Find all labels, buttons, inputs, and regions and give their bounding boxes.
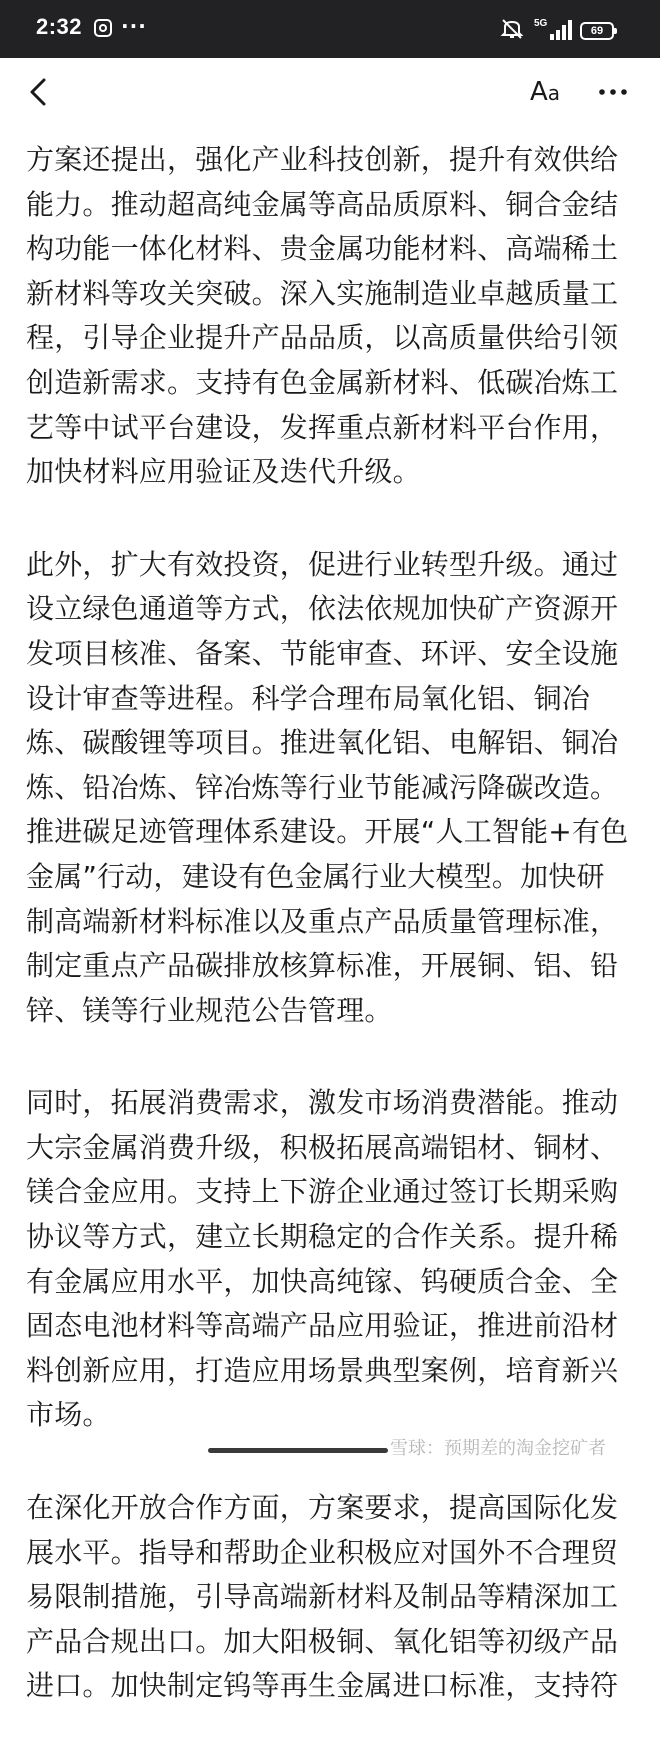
text-line: 大宗金属消费升级，积极拓展高端铝材、铜材、 xyxy=(26,1130,619,1164)
text-line: 方案还提出，强化产业科技创新，提升有效供给 xyxy=(26,143,619,176)
text-line: 此外，扩大有效投资，促进行业转型升级。通过 xyxy=(26,547,619,581)
text-line: 设立绿色通道等方式，依法依规加快矿产资源开 xyxy=(26,592,619,626)
status-time: 2:32 xyxy=(36,14,83,39)
text-line: 制高端新材料标准以及重点产品质量管理标准， xyxy=(26,904,619,938)
font-size-label-small: a xyxy=(547,81,561,105)
font-size-button[interactable] xyxy=(530,72,560,112)
watermark-text: 雪球：预期差的淘金挖矿者 xyxy=(390,1438,606,1459)
text-line: 制定重点产品碳排放核算标准，开展铜、铝、铅 xyxy=(26,949,619,983)
text-line: 加快材料应用验证及迭代升级。 xyxy=(26,455,421,489)
text-line: 创造新需求。支持有色金属新材料、低碳冶炼工 xyxy=(26,365,619,399)
text-line: 炼、铅冶炼、锌冶炼等行业节能减污降碳改造。 xyxy=(26,770,619,804)
article-body xyxy=(26,138,640,1757)
text-line: 新材料等攻关突破。深入实施制造业卓越质量工 xyxy=(26,276,619,310)
battery-icon: 69 xyxy=(580,22,614,40)
text-line: 有金属应用水平，加快高纯镓、钨硬质合金、全 xyxy=(26,1264,619,1298)
text-line: 构功能一体化材料、贵金属功能材料、高端稀土 xyxy=(26,232,619,266)
text-line: 炼、碳酸锂等项目。推进氧化铝、电解铝、铜冶 xyxy=(26,726,619,760)
app-notification-icon xyxy=(94,19,112,37)
text-line: 发项目核准、备案、节能审查、环评、安全设施 xyxy=(26,636,619,670)
more-options-button[interactable] xyxy=(592,72,634,112)
text-line: 易限制措施，引导高端新材料及制品等精深加工 xyxy=(26,1580,619,1614)
status-more-icon: ··· xyxy=(121,14,147,38)
article-paragraph xyxy=(26,1486,640,1709)
text-line: 产品合规出口。加大阳极铜、氧化铝等初级产品 xyxy=(26,1624,619,1658)
text-line: 镁合金应用。支持上下游企业通过签订长期采购 xyxy=(26,1175,619,1209)
back-button[interactable] xyxy=(22,72,56,112)
article-paragraph xyxy=(26,1081,640,1438)
text-line: 进口。加快制定钨等再生金属进口标准，支持符 xyxy=(26,1669,619,1703)
text-line: 固态电池材料等高端产品应用验证，推进前沿材 xyxy=(26,1309,619,1343)
text-line: 同时，拓展消费需求，激发市场消费潜能。推动 xyxy=(26,1086,619,1120)
home-indicator[interactable] xyxy=(208,1448,388,1453)
text-line: 料创新应用，打造应用场景典型案例，培育新兴 xyxy=(26,1353,619,1387)
status-bar xyxy=(0,0,660,58)
text-line: 在深化开放合作方面，方案要求，提高国际化发 xyxy=(26,1491,619,1525)
text-line: 市场。 xyxy=(26,1398,111,1432)
text-line: 推进碳足迹管理体系建设。开展“人工智能+有色 xyxy=(26,815,629,849)
font-size-label-big: A xyxy=(530,77,548,107)
text-line: 协议等方式，建立长期稳定的合作关系。提升稀 xyxy=(26,1220,619,1254)
mute-icon xyxy=(500,18,524,40)
network-type-label: 5G xyxy=(534,18,548,29)
signal-icon xyxy=(550,20,572,40)
text-line: 金属”行动，建设有色金属行业大模型。加快研 xyxy=(26,859,605,893)
text-line: 展水平。指导和帮助企业积极应对国外不合理贸 xyxy=(26,1535,619,1569)
text-line: 设计审查等进程。科学合理布局氧化铝、铜冶 xyxy=(26,681,591,715)
text-line: 能力。推动超高纯金属等高品质原料、铜合金结 xyxy=(26,187,619,221)
toolbar xyxy=(0,58,660,128)
text-line: 程，引导企业提升产品品质，以高质量供给引领 xyxy=(26,321,619,355)
article-paragraph xyxy=(26,543,640,1034)
text-line: 艺等中试平台建设，发挥重点新材料平台作用， xyxy=(26,410,619,444)
text-line: 锌、镁等行业规范公告管理。 xyxy=(26,993,393,1027)
article-paragraph xyxy=(26,138,640,495)
